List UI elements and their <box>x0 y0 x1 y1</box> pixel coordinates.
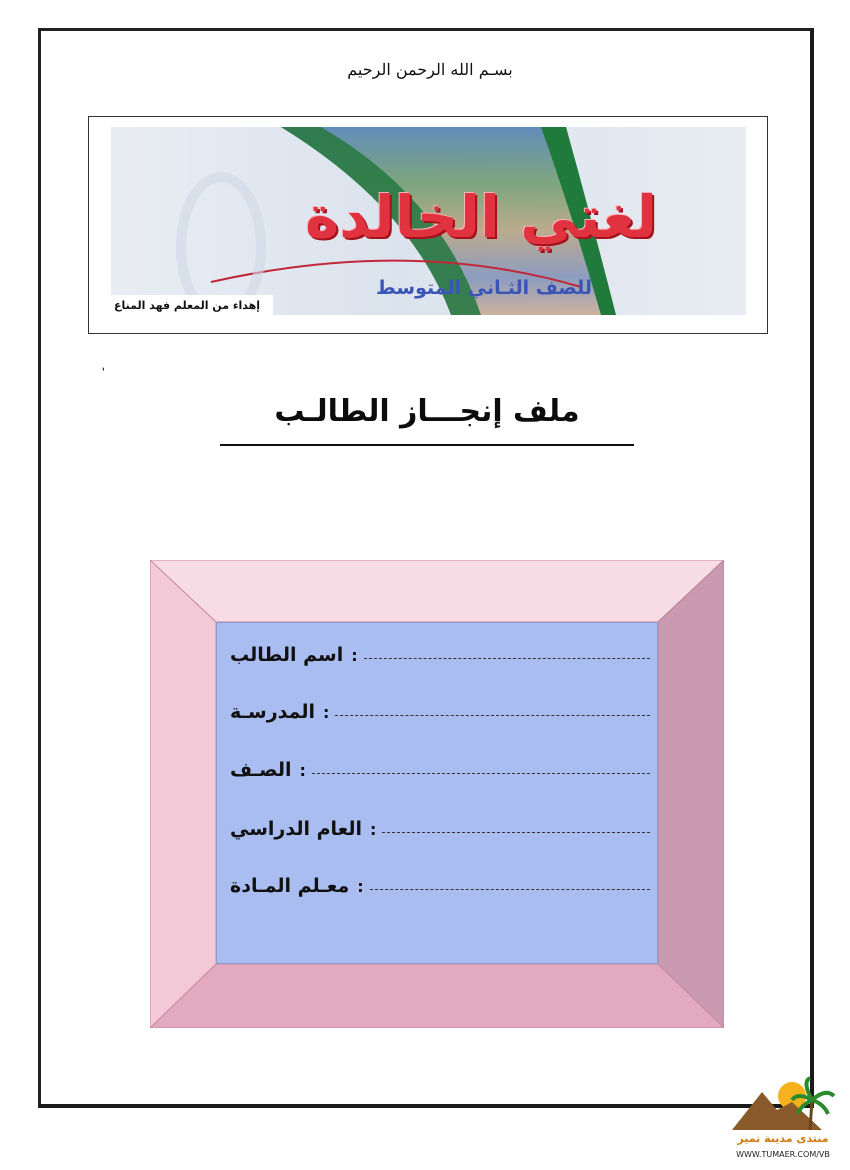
subject-teacher-field[interactable] <box>230 871 650 901</box>
field-colon: : <box>357 876 364 896</box>
banner-subtitle: للصف الثـاني المتوسط <box>376 277 592 299</box>
field-line[interactable] <box>382 832 650 833</box>
field-label: المدرسـة <box>230 701 315 723</box>
title-underline <box>220 444 634 446</box>
student-info-panel <box>216 622 658 964</box>
field-colon: : <box>351 645 358 665</box>
watermark-name: منتدى مدينة تمير <box>737 1132 829 1145</box>
field-colon: : <box>323 702 330 722</box>
grade-field[interactable] <box>230 755 650 785</box>
watermark-url: WWW.TUMAER.COM/VB <box>736 1150 830 1159</box>
school-field[interactable] <box>230 697 650 727</box>
academic-year-field[interactable] <box>230 814 650 844</box>
field-line[interactable] <box>335 715 650 716</box>
field-label: الصـف <box>230 759 292 781</box>
field-line[interactable] <box>370 889 650 890</box>
dedication-label: إهداء من المعلم فهد المناع <box>101 295 273 317</box>
page-title: ملف إنجـــاز الطالـب <box>274 394 580 429</box>
field-colon: : <box>370 819 377 839</box>
field-label: معـلم المـادة <box>230 875 350 897</box>
field-label: اسم الطالب <box>230 644 344 666</box>
field-line[interactable] <box>312 773 650 774</box>
field-colon: : <box>299 760 306 780</box>
forum-watermark-logo <box>722 1074 844 1164</box>
student-name-field[interactable] <box>230 640 650 670</box>
field-label: العام الدراسي <box>230 818 363 840</box>
banner <box>88 116 768 334</box>
banner-title: لغتي الخالدة <box>305 183 657 251</box>
field-line[interactable] <box>364 658 650 659</box>
palm-sun-icon <box>722 1074 844 1134</box>
basmala: بسـم الله الرحمن الرحيم <box>347 60 513 79</box>
